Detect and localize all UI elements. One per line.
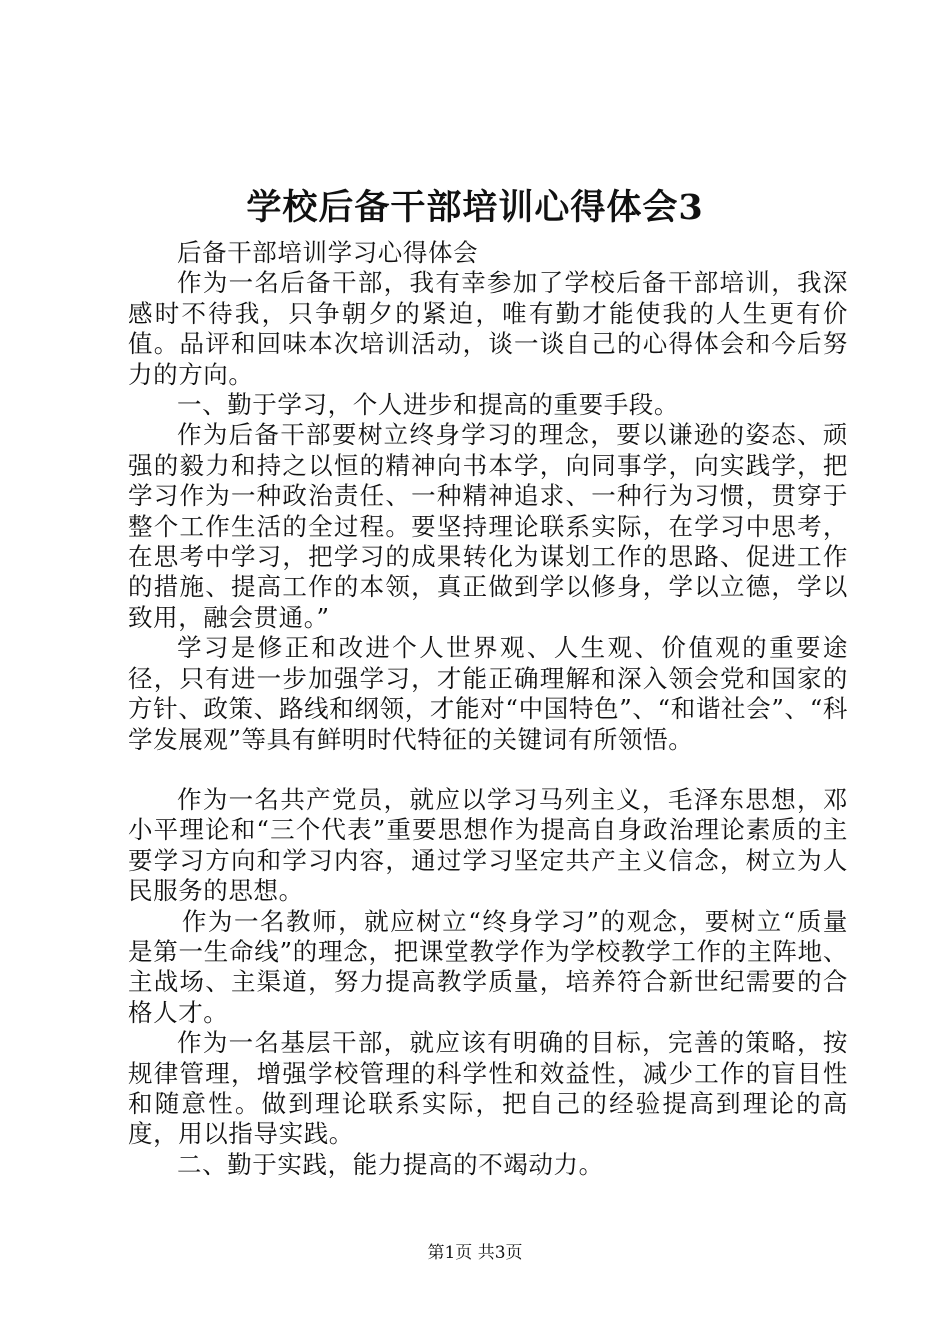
paragraph-subtitle: 后备干部培训学习心得体会 xyxy=(177,238,479,267)
page-footer: 第1页 共3页 xyxy=(427,1243,523,1263)
paragraph-cadre: 作为一名基层干部，就应该有明确的目标，完善的策略，按规律管理，增强学校管理的科学性和效益性，减少工作的盲目性和随意性。做到理论联系实际，把自己的经验提高到理论的高度，用以指导实践。 xyxy=(128,1028,848,1149)
document-body xyxy=(128,238,848,1180)
document-title: 学校后备干部培训心得体会3 xyxy=(246,187,704,228)
paragraph-worldview: 学习是修正和改进个人世界观、人生观、价值观的重要途径，只有进一步加强学习，才能正确理解和深入领会党和国家的方针、政策、路线和纲领，才能对“中国特色”、“和谐社会”、“科学发展观”等具有鲜明时代特征的关键词有所领悟。 xyxy=(128,633,848,754)
paragraph-lifelong-learning: 作为后备干部要树立终身学习的理念，要以谦逊的姿态、顽强的毅力和持之以恒的精神向书本学，向同事学，向实践学，把学习作为一种政治责任、一种精神追求、一种行为习惯，贯穿于整个工作生活的全过程。要坚持理论联系实际，在学习中思考，在思考中学习，把学习的成果转化为谋划工作的思路、促进工作的措施、提高工作的本领，真正做到学以修身，学以立德，学以致用，融会贯通。” xyxy=(128,420,848,632)
paragraph-teacher: 作为一名教师，就应树立“终身学习”的观念，要树立“质量是第一生命线”的理念，把课堂教学作为学校教学工作的主阵地、主战场、主渠道，努力提高教学质量，培养符合新世纪需要的合格人才。 xyxy=(128,906,849,1027)
paragraph-intro: 作为一名后备干部，我有幸参加了学校后备干部培训，我深感时不待我，只争朝夕的紧迫，唯有勤才能使我的人生更有价值。品评和回味本次培训活动，谈一谈自己的心得体会和今后努力的方向。 xyxy=(128,268,848,389)
section-heading-2: 二、勤于实践，能力提高的不竭动力。 xyxy=(177,1149,604,1179)
paragraph-party-member: 作为一名共产党员，就应以学习马列主义，毛泽东思想，邓小平理论和“三个代表”重要思想作为提高自身政治理论素质的主要学习方向和学习内容，通过学习坚定共产主义信念，树立为人民服务的思想。 xyxy=(128,784,848,906)
section-heading-1: 一、勤于学习，个人进步和提高的重要手段。 xyxy=(177,390,679,420)
